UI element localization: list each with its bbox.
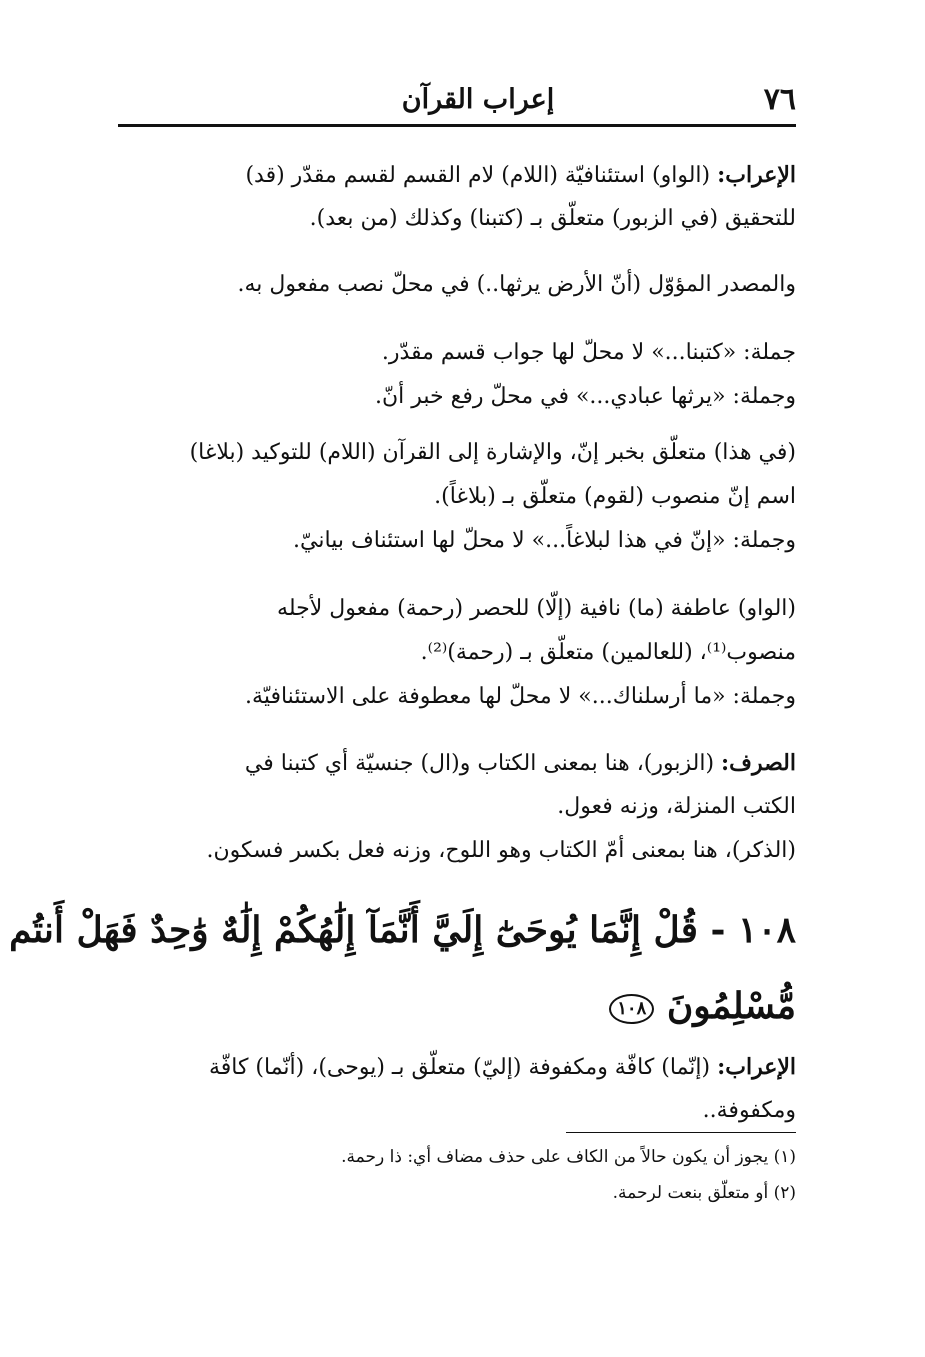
footnote-1: (١) يجوز أن يكون حالاً من الكاف على حذف مضاف أي: ذا رحمة. — [341, 1147, 796, 1167]
text-line-2: للتحقيق (في الزبور) متعلّق بـ (كتبنا) وكذلك (من بعد). — [309, 206, 796, 231]
text-line-13: الكتب المنزلة، وزنه فعول. — [557, 794, 796, 819]
header-rule — [118, 124, 796, 127]
footnote-rule — [566, 1132, 796, 1133]
label-sarf: الصرف: — [721, 750, 796, 776]
text-line-11: وجملة: «ما أرسلناك...» لا محلّ لها معطوفة على الاستئنافيّة. — [245, 684, 796, 709]
text-line-1-body: (الواو) استئنافيّة (اللام) لام القسم لقسم مقدّر (قد) — [245, 163, 711, 188]
running-title: إعراب القرآن — [401, 84, 555, 115]
text-line-15 — [112, 1050, 796, 1085]
text-line-14: (الذكر)، هنا بمعنى أمّ الكتاب وهو اللوح، وزنه فعل بكسر فسكون. — [206, 838, 796, 863]
text-line-9: (الواو) عاطفة (ما) نافية (إلّا) للحصر (رحمة) مفعول لأجله — [277, 596, 796, 621]
label-irab-2: الإعراب: — [717, 1054, 796, 1080]
text-line-10: منصوب⁽¹⁾، (للعالمين) متعلّق بـ (رحمة)⁽²⁾. — [420, 640, 796, 665]
page-header — [118, 80, 796, 120]
verse-text-2: مُّسْلِمُونَ — [666, 985, 796, 1027]
ayah-end-marker: ١٠٨ — [609, 994, 654, 1024]
text-line-1 — [112, 158, 796, 193]
verse-line-1: ١٠٨ - قُلْ إِنَّمَا يُوحَىٰٓ إِلَيَّ أَنَّمَآ إِلَٰهُكُمْ إِلَٰهٌ وَٰحِدٌ فَهَلْ أَنتُم — [9, 909, 796, 951]
text-line-4: جملة: «كتبنا...» لا محلّ لها جواب قسم مقدّر. — [381, 340, 796, 365]
verse-line-2 — [150, 976, 796, 1036]
text-line-12 — [112, 746, 796, 781]
page-number: ٧٦ — [763, 82, 796, 117]
text-line-16: ومكفوفة.. — [702, 1098, 796, 1123]
label-irab: الإعراب: — [717, 162, 796, 188]
text-line-8: وجملة: «إنّ في هذا لبلاغاً...» لا محلّ لها استئناف بيانيّ. — [293, 528, 796, 553]
text-line-5: وجملة: «يرثها عبادي...» في محلّ رفع خبر أنّ. — [375, 384, 796, 409]
verse-number: ١٠٨ — [737, 909, 796, 951]
footnote-2: (٢) أو متعلّق بنعت لرحمة. — [612, 1183, 796, 1203]
text-line-12-body: (الزبور)، هنا بمعنى الكتاب و(ال) جنسيّة أي كتبنا في — [244, 751, 715, 776]
verse-text-1: قُلْ إِنَّمَا يُوحَىٰٓ إِلَيَّ أَنَّمَآ إِلَٰهُكُمْ إِلَٰهٌ وَٰحِدٌ فَهَلْ أَنتُم — [9, 909, 698, 951]
text-line-7: اسم إنّ منصوب (لقوم) متعلّق بـ (بلاغاً). — [434, 484, 796, 509]
text-line-6: (في هذا) متعلّق بخبر إنّ، والإشارة إلى القرآن (اللام) للتوكيد (بلاغا) — [189, 440, 796, 465]
text-line-3: والمصدر المؤوّل (أنّ الأرض يرثها..) في محلّ نصب مفعول به. — [237, 272, 796, 297]
text-line-15-body: (إنّما) كافّة ومكفوفة (إليّ) متعلّق بـ (يوحى)، (أنّما) كافّة — [208, 1055, 711, 1080]
